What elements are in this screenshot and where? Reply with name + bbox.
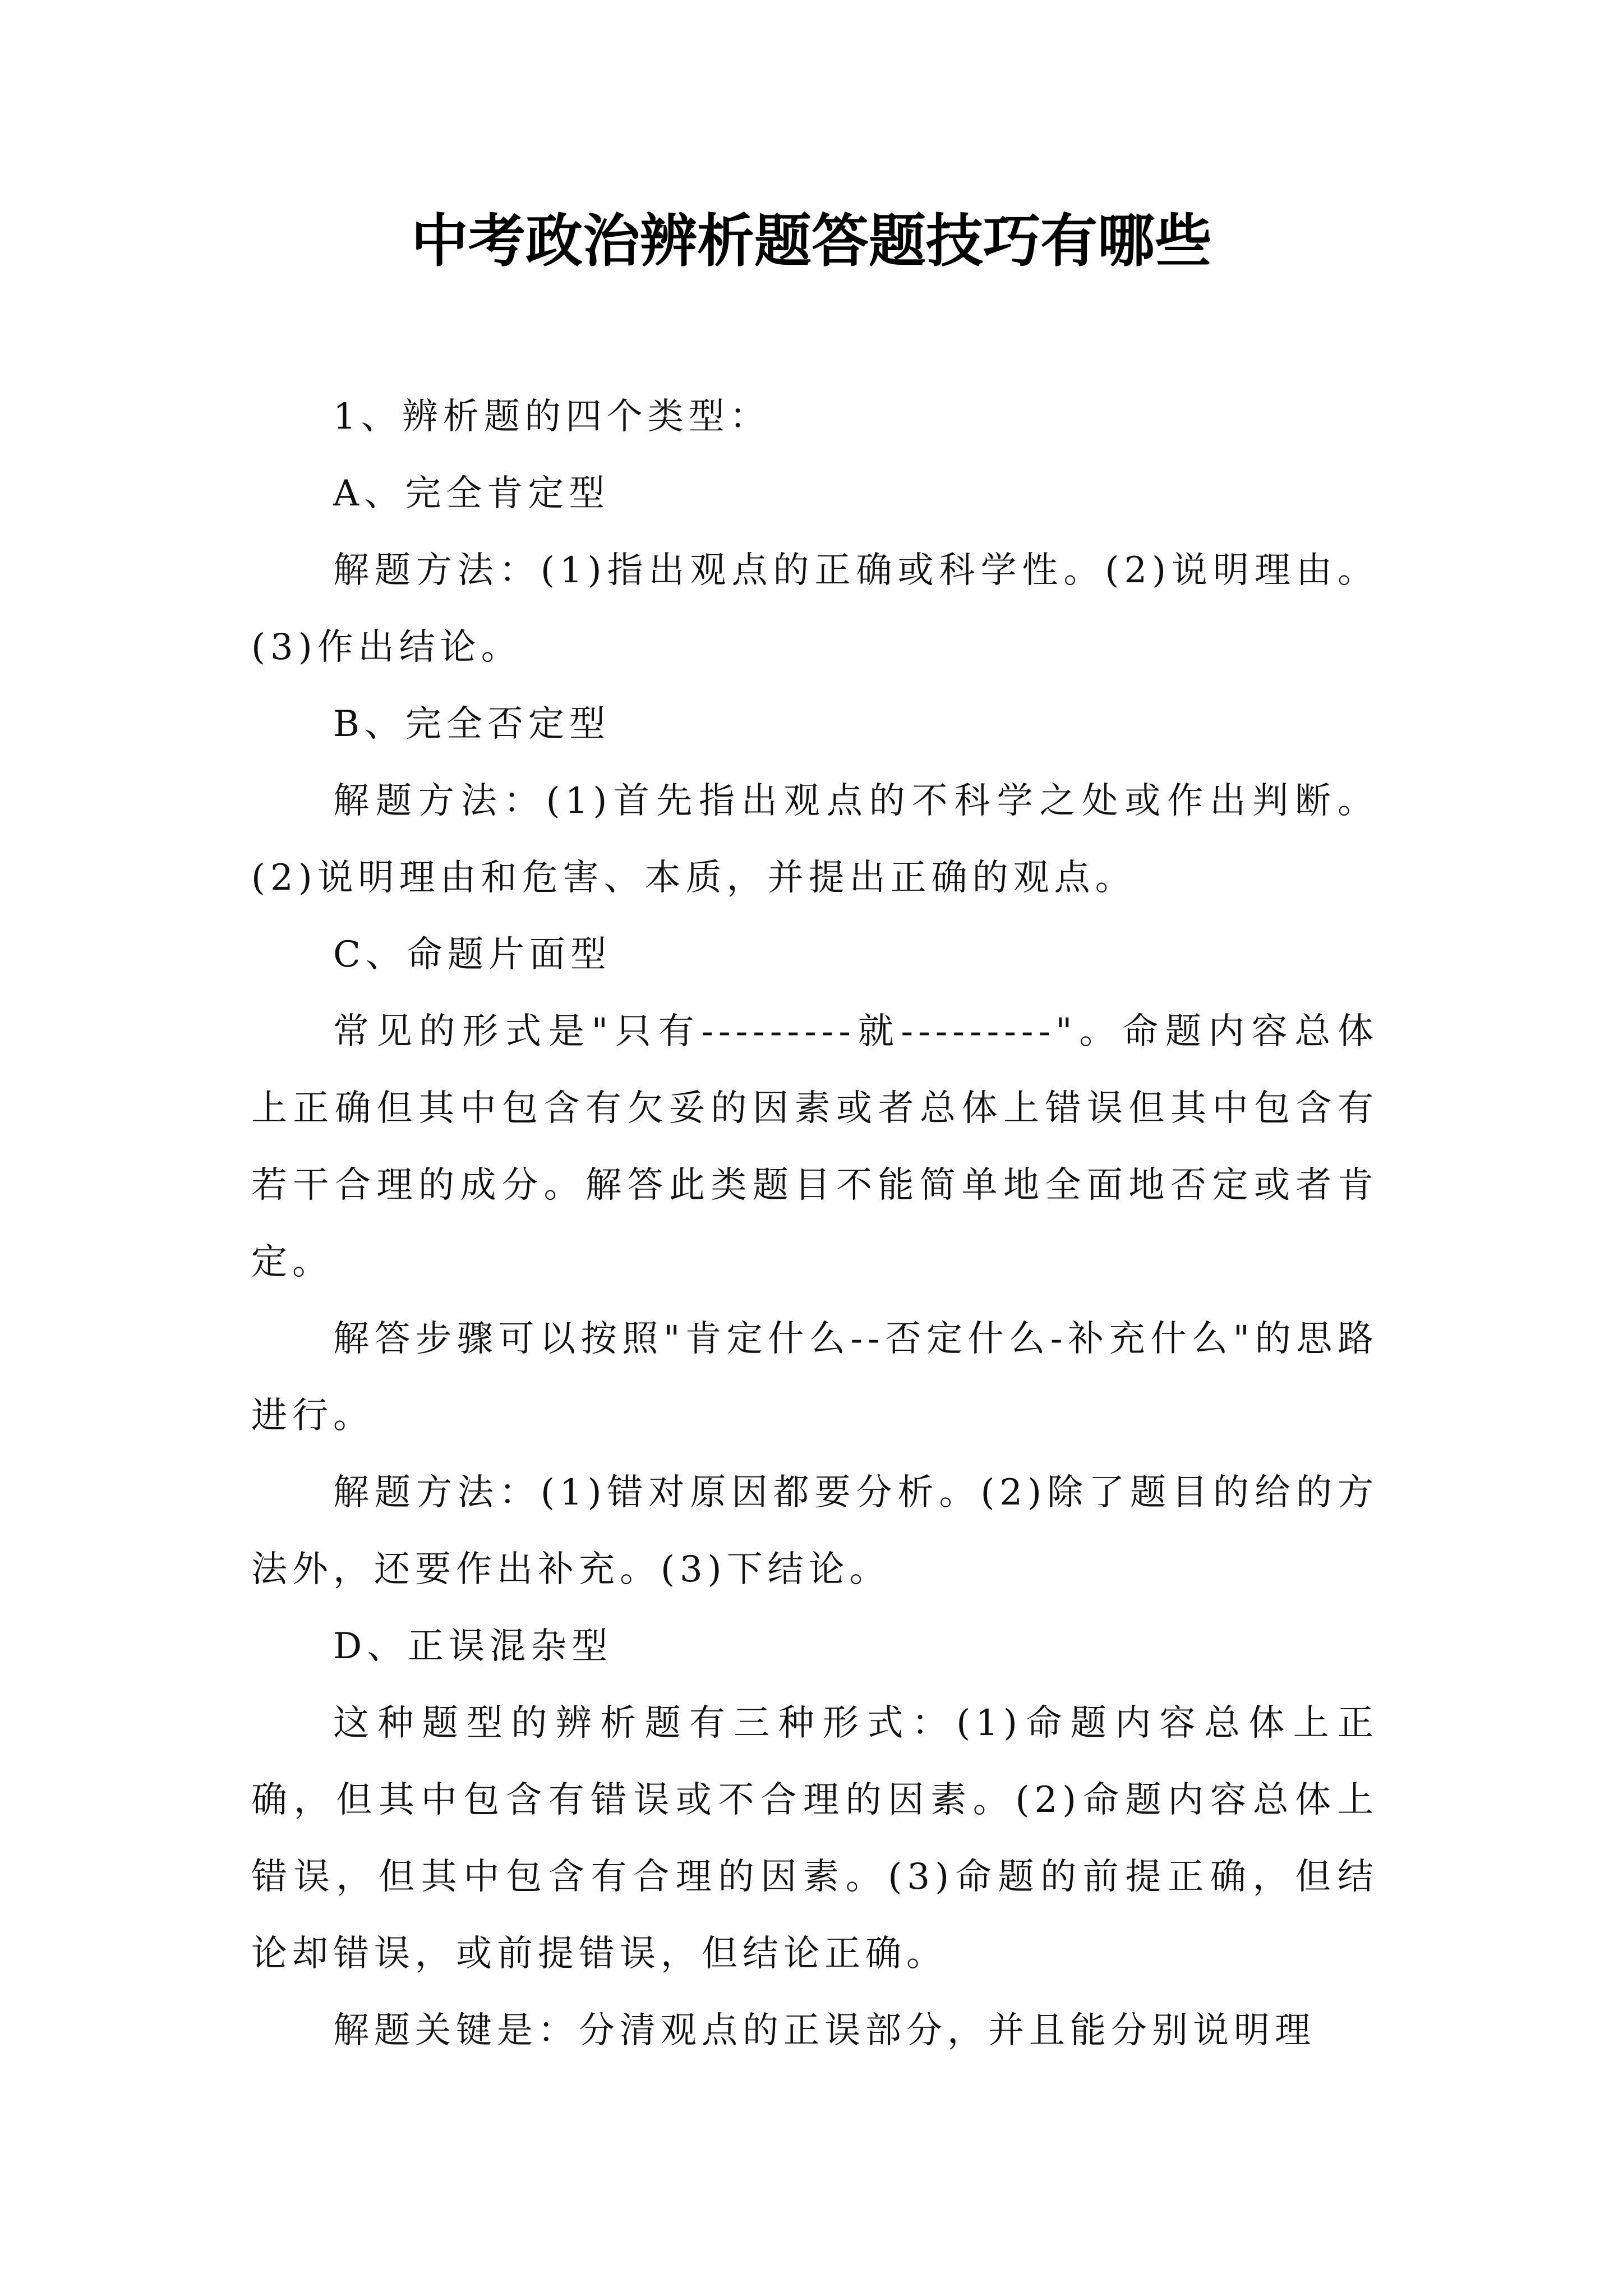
paragraph-type-a: A、完全肯定型: [333, 473, 610, 514]
paragraph-type-c-description: 常见的形式是"只有---------就---------"。命题内容总体上正确但其中包含有欠妥的因素或者总体上错误但其中包含有若干合理的成分。解答此类题目不能简单地全面地否定或者肯定。: [251, 1011, 1378, 1283]
paragraph-type-b-method: 解题方法：(1)首先指出观点的不科学之处或作出判断。(2)说明理由和危害、本质，并提出正确的观点。: [251, 780, 1378, 899]
paragraph-type-d: D、正误混杂型: [333, 1626, 613, 1667]
paragraph-type-c-steps: 解答步骤可以按照"肯定什么--否定什么-补充什么"的思路进行。: [251, 1318, 1378, 1437]
paragraph-type-c-method: 解题方法：(1)错对原因都要分析。(2)除了题目的给的方法外，还要作出补充。(3)下结论。: [251, 1472, 1378, 1590]
paragraph-type-d-description: 这种题型的辨析题有三种形式：(1)命题内容总体上正确，但其中包含有错误或不合理的因素。(2)命题内容总体上错误，但其中包含有合理的因素。(3)命题的前提正确，但结论却错误，或前提错误，但结论正确。: [251, 1703, 1378, 1975]
paragraph-type-d-key: 解题关键是：分清观点的正误部分，并且能分别说明理: [333, 2010, 1316, 2051]
paragraph-type-a-method: 解题方法：(1)指出观点的正确或科学性。(2)说明理由。(3)作出结论。: [251, 550, 1378, 668]
paragraph-type-b: B、完全否定型: [333, 703, 611, 745]
paragraph-type-c: C、命题片面型: [333, 934, 611, 976]
document-body: [251, 379, 1378, 2069]
document-title: 中考政治辨析题答题技巧有哪些: [411, 208, 1212, 275]
paragraph-types-heading: 1、辨析题的四个类型：: [333, 396, 771, 438]
